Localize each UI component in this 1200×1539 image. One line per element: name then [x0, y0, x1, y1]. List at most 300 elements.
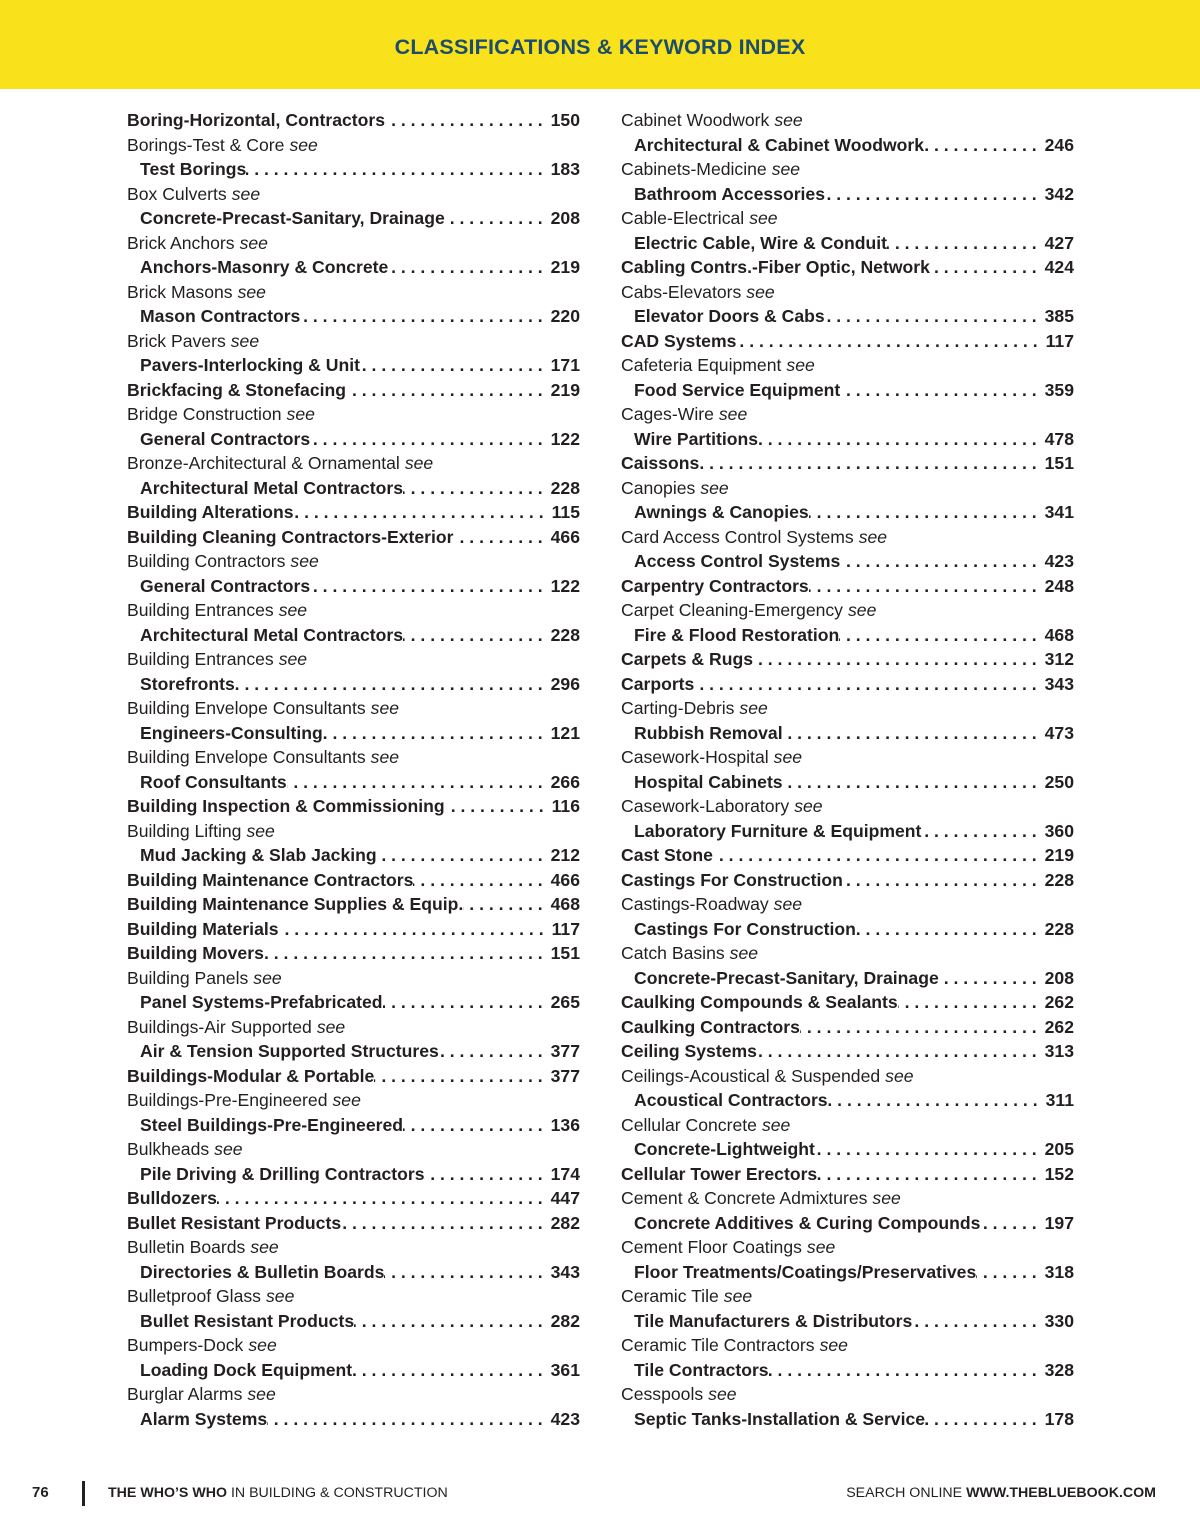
- index-cross-reference: [127, 231, 580, 256]
- dot-leader: [800, 1015, 1045, 1040]
- index-term: Ceramic Tile Contractors: [621, 1335, 815, 1355]
- see-reference: see: [316, 1016, 346, 1037]
- index-term: Bridge Construction: [127, 404, 282, 424]
- search-url-link[interactable]: WWW.THEBLUEBOOK.COM: [966, 1485, 1156, 1501]
- page-reference: 117: [551, 918, 580, 939]
- page-reference: 313: [1044, 1041, 1074, 1061]
- index-term: Bullet Resistant Products: [127, 1212, 342, 1233]
- index-term: Air & Tension Supported Structures: [140, 1041, 439, 1061]
- see-reference: see: [239, 232, 268, 253]
- index-entry: [621, 549, 1074, 574]
- index-entry: [127, 721, 580, 746]
- dot-leader: [924, 133, 1045, 158]
- index-term: Castings-Roadway: [621, 894, 769, 914]
- index-term: Building Lifting: [127, 820, 242, 841]
- page-reference: 466: [550, 869, 580, 890]
- index-term: Casework-Hospital: [621, 747, 769, 767]
- index-entry: [127, 990, 580, 1015]
- index-entry: [127, 108, 580, 133]
- index-term: General Contractors: [140, 428, 311, 449]
- see-reference: see: [247, 1384, 276, 1404]
- page-reference: 427: [1044, 232, 1074, 253]
- page-reference: 248: [1044, 575, 1074, 596]
- index-entry: [621, 647, 1074, 672]
- index-cross-reference: [621, 941, 1074, 966]
- index-cross-reference: [127, 819, 580, 844]
- index-entry: [621, 1039, 1074, 1064]
- index-term: Architectural Metal Contractors: [140, 624, 403, 645]
- index-entry: [127, 1186, 580, 1211]
- index-term: Brick Masons: [127, 281, 233, 302]
- index-term: Bullet Resistant Products: [140, 1310, 355, 1331]
- page-reference: 122: [550, 575, 580, 596]
- index-entry: [621, 819, 1074, 844]
- index-term: Food Service Equipment: [634, 379, 841, 400]
- dot-leader: [758, 427, 1045, 452]
- page-reference: 311: [1045, 1090, 1074, 1110]
- index-term: Bumpers-Dock: [127, 1335, 244, 1355]
- page-reference: 116: [551, 796, 580, 816]
- dot-leader: [769, 1358, 1045, 1383]
- index-entry: [621, 1162, 1074, 1187]
- index-term: Caulking Compounds & Sealants: [621, 992, 898, 1012]
- see-reference: see: [700, 477, 729, 498]
- index-term: Castings For Construction: [634, 918, 856, 939]
- index-term: Carpet Cleaning-Emergency: [621, 600, 843, 620]
- see-reference: see: [723, 1286, 753, 1306]
- see-reference: see: [214, 1139, 243, 1159]
- index-cross-reference: [127, 647, 580, 672]
- index-entry: [621, 1407, 1074, 1432]
- page-reference: 220: [550, 306, 580, 326]
- index-term: Cabinets-Medicine: [621, 159, 767, 179]
- see-reference: see: [739, 698, 768, 718]
- index-entry: [127, 1039, 580, 1064]
- page-reference: 466: [550, 526, 580, 547]
- page-reference: 343: [550, 1261, 580, 1282]
- index-entry: [621, 1358, 1074, 1383]
- page-reference: 171: [550, 355, 580, 375]
- page-reference: 282: [550, 1212, 580, 1233]
- index-term: Building Envelope Consultants: [127, 698, 366, 718]
- page-reference: 197: [1044, 1212, 1074, 1233]
- page-reference: 208: [1044, 967, 1074, 988]
- dot-leader: [815, 1137, 1045, 1162]
- index-term: Cement Floor Coatings: [621, 1237, 802, 1257]
- index-entry: [621, 868, 1074, 893]
- index-entry: [621, 966, 1074, 991]
- dot-leader: [424, 1162, 550, 1187]
- see-reference: see: [885, 1065, 914, 1086]
- dot-leader: [341, 1211, 551, 1236]
- see-reference: see: [278, 649, 308, 669]
- dot-leader: [825, 182, 1045, 207]
- index-entry: [127, 574, 580, 599]
- index-entry: [127, 353, 580, 378]
- index-term: Cesspools: [621, 1384, 704, 1404]
- index-cross-reference: [621, 476, 1074, 501]
- index-term: Borings-Test & Core: [127, 134, 285, 155]
- see-reference: see: [806, 1237, 836, 1257]
- index-term: Cabling Contrs.-Fiber Optic, Network: [621, 257, 930, 277]
- see-reference: see: [370, 747, 400, 767]
- page-reference: 219: [550, 379, 580, 400]
- dot-leader: [403, 623, 551, 648]
- index-entry: [127, 304, 580, 329]
- index-cross-reference: [127, 1235, 580, 1260]
- see-reference: see: [265, 1286, 295, 1306]
- dot-leader: [374, 1064, 550, 1089]
- see-reference: see: [761, 1114, 791, 1135]
- see-reference: see: [858, 526, 888, 547]
- page-reference: 478: [1044, 428, 1074, 449]
- dot-leader: [930, 255, 1045, 280]
- index-cross-reference: [621, 108, 1074, 133]
- index-entry: [621, 1309, 1074, 1334]
- index-cross-reference: [127, 966, 580, 991]
- page-number: 76: [32, 1484, 49, 1501]
- index-entry: [621, 231, 1074, 256]
- see-reference: see: [246, 820, 275, 841]
- dot-leader: [898, 990, 1045, 1015]
- index-term: Loading Dock Equipment: [140, 1359, 353, 1380]
- page-reference: 150: [550, 110, 580, 130]
- index-term: Building Movers: [127, 943, 264, 963]
- index-entry: [127, 1260, 580, 1285]
- index-term: Test Borings: [140, 159, 247, 179]
- page-reference: 174: [550, 1163, 580, 1184]
- header-banner: [0, 0, 1200, 89]
- see-reference: see: [708, 1384, 737, 1404]
- dot-leader: [413, 868, 550, 893]
- index-term: Engineers-Consulting: [140, 722, 323, 743]
- index-term: Building Panels: [127, 967, 249, 988]
- dot-leader: [360, 353, 551, 378]
- dot-leader: [757, 1039, 1045, 1064]
- dot-leader: [839, 623, 1044, 648]
- see-reference: see: [370, 698, 400, 718]
- see-reference: see: [771, 159, 801, 179]
- dot-leader: [264, 941, 551, 966]
- index-term: Carpets & Rugs: [621, 649, 753, 669]
- index-cross-reference: [127, 1137, 580, 1162]
- see-reference: see: [253, 967, 282, 988]
- page-reference: 328: [1044, 1359, 1074, 1380]
- index-cross-reference: [127, 329, 580, 354]
- index-cross-reference: [127, 696, 580, 721]
- see-reference: see: [774, 110, 803, 130]
- page-reference: 246: [1044, 134, 1074, 155]
- index-entry: [127, 476, 580, 501]
- index-term: General Contractors: [140, 575, 311, 596]
- page-reference: 266: [550, 771, 580, 792]
- index-term: Mud Jacking & Slab Jacking: [140, 845, 377, 865]
- dot-leader: [246, 157, 550, 182]
- index-term: Ceiling Systems: [621, 1041, 757, 1061]
- index-term: Cages-Wire: [621, 404, 714, 424]
- index-entry: [127, 672, 580, 697]
- index-entry: [127, 206, 580, 231]
- index-entry: [127, 1211, 580, 1236]
- index-entry: [127, 941, 580, 966]
- index-term: Cellular Concrete: [621, 1114, 757, 1135]
- see-reference: see: [819, 1335, 848, 1355]
- page-reference: 318: [1044, 1261, 1074, 1282]
- index-term: Building Materials: [127, 918, 279, 939]
- see-reference: see: [718, 404, 748, 424]
- dot-leader: [294, 500, 552, 525]
- see-reference: see: [729, 943, 759, 963]
- index-cross-reference: [127, 598, 580, 623]
- page-reference: 423: [1044, 551, 1074, 571]
- dot-leader: [439, 1039, 551, 1064]
- index-entry: [127, 1407, 580, 1432]
- footer: [0, 1478, 1200, 1508]
- page-reference: 447: [550, 1188, 580, 1208]
- index-term: Pile Driving & Drilling Contractors: [140, 1163, 425, 1184]
- see-reference: see: [237, 281, 266, 302]
- dot-leader: [403, 476, 551, 501]
- page-reference: 151: [1044, 453, 1074, 473]
- page-reference: 205: [1044, 1139, 1074, 1159]
- index-entry: [127, 255, 580, 280]
- index-cross-reference: [621, 1113, 1074, 1138]
- index-cross-reference: [621, 402, 1074, 427]
- see-reference: see: [773, 747, 803, 767]
- index-entry: [127, 917, 580, 942]
- dot-leader: [383, 990, 551, 1015]
- index-term: Building Alterations: [127, 502, 294, 522]
- dot-leader: [445, 206, 551, 231]
- dot-leader: [388, 255, 550, 280]
- index-cross-reference: [127, 451, 580, 476]
- index-term: Carting-Debris: [621, 698, 735, 718]
- index-term: Cable-Electrical: [621, 208, 745, 228]
- index-entry: [127, 1309, 580, 1334]
- dot-leader: [783, 770, 1045, 795]
- see-reference: see: [773, 894, 803, 914]
- index-entry: [127, 1162, 580, 1187]
- index-entry: [621, 378, 1074, 403]
- index-column-right: [621, 108, 1074, 1431]
- index-term: Building Inspection & Commissioning: [127, 796, 445, 816]
- dot-leader: [385, 108, 551, 133]
- index-entry: [127, 157, 580, 182]
- index-term: Architectural & Cabinet Woodwork: [634, 134, 925, 155]
- index-term: Box Culverts: [127, 183, 227, 204]
- index-entry: [127, 892, 580, 917]
- page-reference: 341: [1044, 502, 1074, 522]
- index-term: Acoustical Contractors: [634, 1090, 828, 1110]
- index-term: Access Control Systems: [634, 551, 841, 571]
- index-column-left: [127, 108, 580, 1431]
- search-online: [846, 1485, 1156, 1501]
- index-term: Storefronts: [140, 673, 235, 694]
- index-entry: [127, 1113, 580, 1138]
- index-term: Concrete-Precast-Sanitary, Drainage: [634, 967, 939, 988]
- publication-name: [108, 1485, 448, 1501]
- index-cross-reference: [621, 157, 1074, 182]
- dot-leader: [354, 1309, 551, 1334]
- page-reference: 360: [1044, 820, 1074, 841]
- index-cross-reference: [127, 1284, 580, 1309]
- page-reference: 136: [550, 1114, 580, 1135]
- index-entry: [127, 623, 580, 648]
- dot-leader: [235, 672, 551, 697]
- index-cross-reference: [621, 794, 1074, 819]
- page-reference: 377: [550, 1065, 580, 1086]
- dot-leader: [912, 1309, 1044, 1334]
- page-reference: 183: [550, 159, 580, 179]
- index-term: CAD Systems: [621, 330, 737, 351]
- page-reference: 312: [1044, 649, 1074, 669]
- see-reference: see: [231, 183, 261, 204]
- footer-divider: [82, 1481, 85, 1506]
- page-reference: 262: [1044, 992, 1074, 1012]
- page-reference: 343: [1044, 673, 1074, 694]
- index-cross-reference: [621, 892, 1074, 917]
- index-entry: [127, 794, 580, 819]
- index-entry: [127, 843, 580, 868]
- see-reference: see: [289, 134, 318, 155]
- dot-leader: [809, 574, 1045, 599]
- dot-leader: [403, 1113, 551, 1138]
- index-cross-reference: [621, 1186, 1074, 1211]
- index-term: Electric Cable, Wire & Conduit: [634, 232, 888, 253]
- dot-leader: [694, 672, 1044, 697]
- page-reference: 178: [1044, 1408, 1074, 1429]
- index-cross-reference: [621, 696, 1074, 721]
- index-term: Panel Systems-Prefabricated: [140, 992, 383, 1012]
- see-reference: see: [278, 600, 308, 620]
- see-reference: see: [786, 355, 815, 375]
- search-label: SEARCH ONLINE: [846, 1485, 967, 1501]
- index-term: Elevator Doors & Cabs: [634, 306, 825, 326]
- page-reference: 385: [1044, 306, 1074, 326]
- see-reference: see: [404, 453, 434, 473]
- index-term: Caulking Contractors: [621, 1016, 800, 1037]
- index-entry: [621, 500, 1074, 525]
- page-reference: 228: [550, 624, 580, 645]
- dot-leader: [346, 378, 551, 403]
- index-term: Steel Buildings-Pre-Engineered: [140, 1114, 403, 1135]
- index-term: Floor Treatments/Coatings/Preservatives: [634, 1261, 977, 1282]
- page-reference: 228: [1044, 918, 1074, 939]
- page-reference: 151: [550, 943, 580, 963]
- page-reference: 468: [550, 894, 580, 914]
- dot-leader: [310, 574, 551, 599]
- index-term: Bulldozers: [127, 1188, 217, 1208]
- index-entry: [127, 1358, 580, 1383]
- index-term: Buildings-Pre-Engineered: [127, 1090, 328, 1110]
- index-term: Burglar Alarms: [127, 1384, 243, 1404]
- dot-leader: [384, 1260, 550, 1285]
- page-reference: 296: [550, 673, 580, 694]
- page-reference: 228: [550, 477, 580, 498]
- page-reference: 342: [1044, 183, 1074, 204]
- dot-leader: [377, 843, 551, 868]
- index-term: Building Entrances: [127, 649, 274, 669]
- dot-leader: [783, 721, 1045, 746]
- page-reference: 330: [1044, 1310, 1074, 1331]
- see-reference: see: [250, 1237, 279, 1257]
- dot-leader: [921, 819, 1044, 844]
- dot-leader: [454, 525, 551, 550]
- index-entry: [621, 1088, 1074, 1113]
- index-cross-reference: [621, 745, 1074, 770]
- index-term: Catch Basins: [621, 943, 725, 963]
- index-term: Rubbish Removal: [634, 722, 783, 743]
- index-term: Building Maintenance Supplies & Equip.: [127, 894, 464, 914]
- index-term: Septic Tanks-Installation & Service: [634, 1408, 926, 1429]
- index-entry: [621, 427, 1074, 452]
- index-cross-reference: [127, 549, 580, 574]
- index-term: Carports: [621, 673, 695, 694]
- page-reference: 424: [1044, 257, 1074, 277]
- see-reference: see: [749, 208, 778, 228]
- dot-leader: [925, 1407, 1045, 1432]
- see-reference: see: [872, 1188, 901, 1208]
- index-cross-reference: [621, 1382, 1074, 1407]
- page-title: CLASSIFICATIONS & KEYWORD INDEX: [394, 35, 806, 59]
- page-reference: 219: [550, 257, 580, 277]
- index-cross-reference: [127, 182, 580, 207]
- page-reference: 468: [1044, 624, 1074, 645]
- index-entry: [127, 868, 580, 893]
- index-entry: [621, 451, 1074, 476]
- dot-leader: [840, 549, 1044, 574]
- dot-leader: [310, 427, 551, 452]
- index-cross-reference: [621, 280, 1074, 305]
- index-term: Anchors-Masonry & Concrete: [140, 257, 389, 277]
- index-term: Cellular Tower Erectors: [621, 1163, 818, 1184]
- dot-leader: [939, 966, 1045, 991]
- dot-leader: [828, 1088, 1046, 1113]
- index-term: Bulletproof Glass: [127, 1286, 261, 1306]
- page-reference: 115: [551, 502, 580, 522]
- index-cross-reference: [621, 1333, 1074, 1358]
- index-term: Directories & Bulletin Boards: [140, 1261, 385, 1282]
- dot-leader: [463, 892, 550, 917]
- index-term: Concrete-Precast-Sanitary, Drainage: [140, 208, 445, 228]
- dot-leader: [300, 304, 550, 329]
- index-entry: [621, 1260, 1074, 1285]
- page-reference: 122: [550, 428, 580, 449]
- index-entry: [621, 1015, 1074, 1040]
- index-entry: [127, 770, 580, 795]
- index-term: Brickfacing & Stonefacing: [127, 379, 346, 400]
- see-reference: see: [847, 600, 877, 620]
- dot-leader: [267, 1407, 551, 1432]
- index-term: Brick Anchors: [127, 232, 235, 253]
- index-cross-reference: [127, 133, 580, 158]
- page-reference: 212: [550, 845, 580, 865]
- index-cross-reference: [621, 206, 1074, 231]
- index-term: Concrete-Lightweight: [634, 1139, 815, 1159]
- index-term: Canopies: [621, 477, 696, 498]
- dot-leader: [736, 329, 1045, 354]
- dot-leader: [809, 500, 1045, 525]
- dot-leader: [217, 1186, 551, 1211]
- index-term: Buildings-Modular & Portable: [127, 1065, 375, 1086]
- page-reference: 377: [550, 1041, 580, 1061]
- index-term: Laboratory Furniture & Equipment: [634, 820, 922, 841]
- index-cross-reference: [621, 598, 1074, 623]
- index-cross-reference: [127, 1015, 580, 1040]
- dot-leader: [287, 770, 551, 795]
- dot-leader: [445, 794, 552, 819]
- index-cross-reference: [621, 1235, 1074, 1260]
